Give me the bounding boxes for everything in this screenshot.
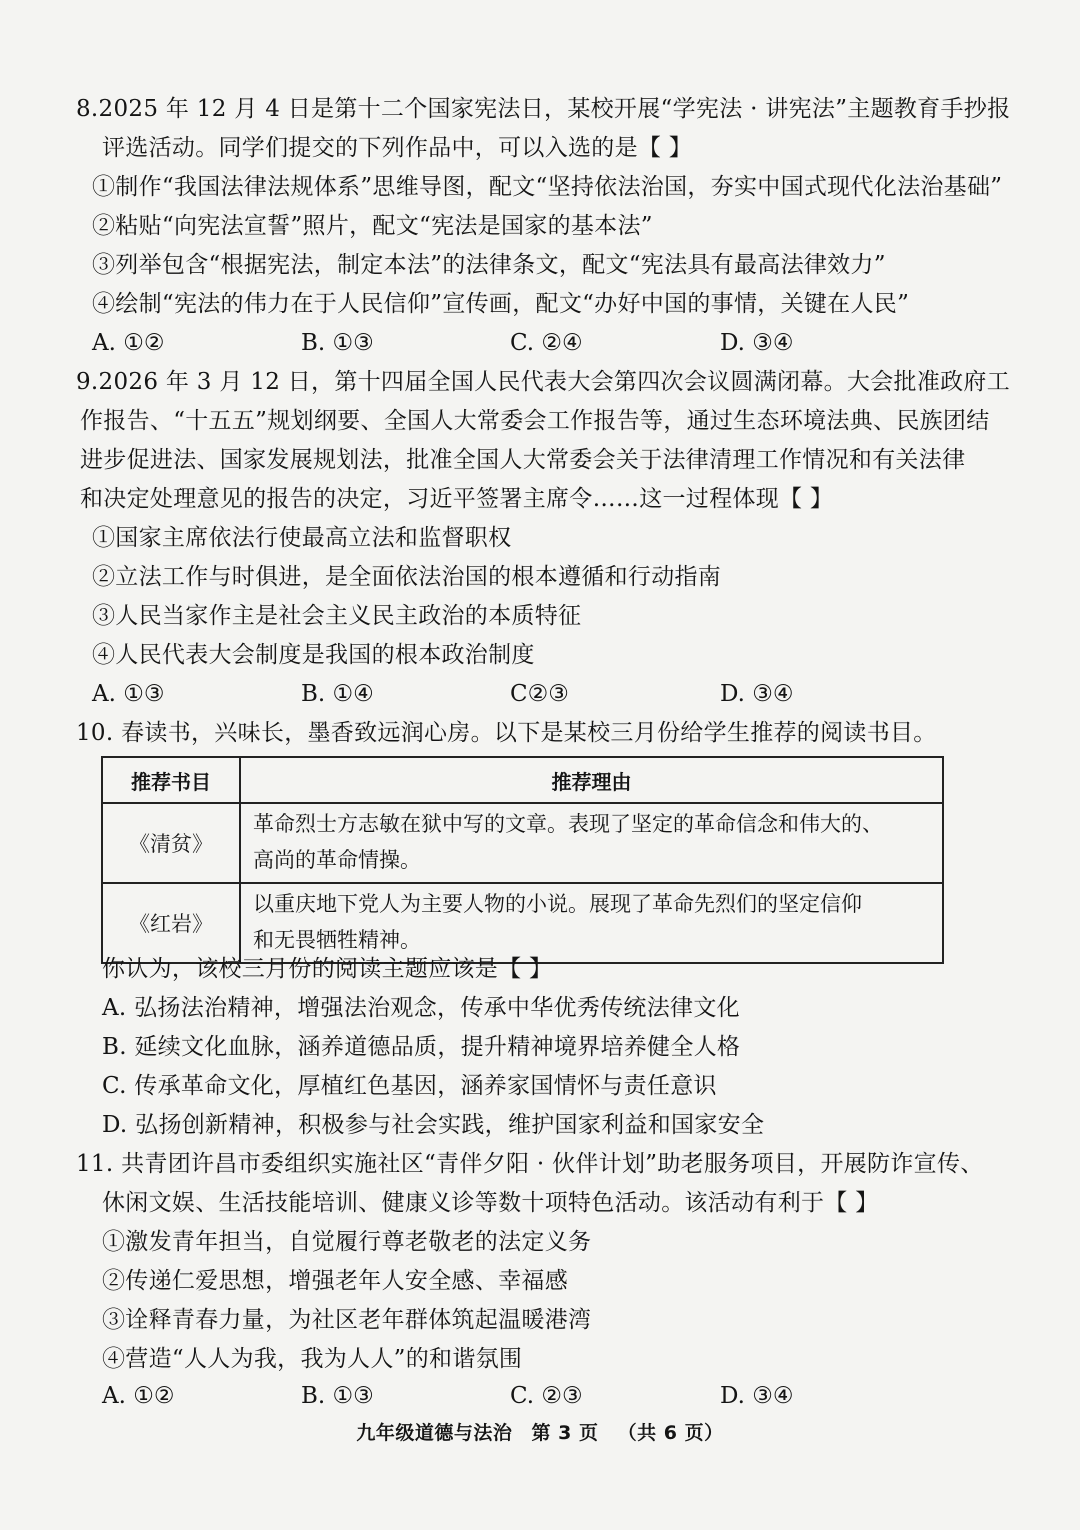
q9-stem-line3: 进步促进法、国家发展规划法，批准全国人大常委会关于法律清理工作情况和有关法律 xyxy=(80,447,966,473)
reason-line: 和无畏牺牲精神。 xyxy=(253,928,421,952)
q11-item-3: ③诠释青春力量，为社区老年群体筑起温暖港湾 xyxy=(102,1307,592,1333)
table-header-reason: 推荐理由 xyxy=(240,757,943,803)
q9-item-4: ④人民代表大会制度是我国的根本政治制度 xyxy=(92,642,535,668)
q9-item-2: ②立法工作与时俱进，是全面依法治国的根本遵循和行动指南 xyxy=(92,564,722,590)
q8-item-2: ②粘贴“向宪法宣誓”照片，配文“宪法是国家的基本法” xyxy=(92,213,653,239)
q11-option-d: D. ③④ xyxy=(720,1383,794,1409)
q8-option-b: B. ①③ xyxy=(301,330,374,356)
q11-item-2: ②传递仁爱思想，增强老年人安全感、幸福感 xyxy=(102,1268,568,1294)
q9-option-a: A. ①③ xyxy=(92,681,165,707)
footer-total-pages: （共 6 页） xyxy=(617,1422,724,1444)
q11-option-a: A. ①② xyxy=(102,1383,175,1409)
q8-option-c: C. ②④ xyxy=(510,330,583,356)
reason-line: 以重庆地下党人为主要人物的小说。展现了革命先烈们的坚定信仰 xyxy=(253,892,862,916)
q9-item-3: ③人民当家作主是社会主义民主政治的本质特征 xyxy=(92,603,582,629)
table-cell-book: 《红岩》 xyxy=(102,883,240,963)
q11-option-b: B. ①③ xyxy=(301,1383,374,1409)
q10-option-b: B. 延续文化血脉，涵养道德品质，提升精神境界培养健全人格 xyxy=(102,1034,741,1060)
q11-stem-line1: 11. 共青团许昌市委组织实施社区“青伴夕阳 · 伙伴计划”助老服务项目，开展防诈宣传、 xyxy=(76,1151,984,1177)
q10-stem-line2: 你认为，该校三月份的阅读主题应该是【 】 xyxy=(102,956,553,982)
q8-stem-line2: 评选活动。同学们提交的下列作品中，可以入选的是【 】 xyxy=(102,135,693,161)
table-header-book: 推荐书目 xyxy=(102,757,240,803)
page-footer xyxy=(0,1418,1080,1445)
reading-list-table xyxy=(101,756,944,964)
q9-stem-line1: 9.2026 年 3 月 12 日，第十四届全国人民代表大会第四次会议圆满闭幕。大会批准政府工 xyxy=(76,369,1011,395)
q9-option-b: B. ①④ xyxy=(301,681,374,707)
table-header-row xyxy=(102,757,943,803)
reason-line: 高尚的革命情操。 xyxy=(253,848,421,872)
footer-subject: 九年级道德与法治 xyxy=(356,1422,513,1444)
table-cell-reason xyxy=(240,803,943,883)
table-row xyxy=(102,883,943,963)
q8-item-1: ①制作“我国法律法规体系”思维导图，配文“坚持依法治国，夯实中国式现代化法治基础” xyxy=(92,174,1003,200)
q9-stem-line2: 作报告、“十五五”规划纲要、全国人大常委会工作报告等，通过生态环境法典、民族团结 xyxy=(80,408,990,434)
q11-item-1: ①激发青年担当，自觉履行尊老敬老的法定义务 xyxy=(102,1229,592,1255)
q8-option-d: D. ③④ xyxy=(720,330,794,356)
q10-stem-line1: 10. 春读书，兴味长，墨香致远润心房。以下是某校三月份给学生推荐的阅读书目。 xyxy=(76,720,937,746)
table-cell-reason xyxy=(240,883,943,963)
q9-stem-line4: 和决定处理意见的报告的决定，习近平签署主席令……这一过程体现【 】 xyxy=(80,486,834,512)
footer-page-number: 第 3 页 xyxy=(531,1422,599,1444)
reason-line: 革命烈士方志敏在狱中写的文章。表现了坚定的革命信念和伟大的、 xyxy=(253,812,883,836)
q9-option-d: D. ③④ xyxy=(720,681,794,707)
table-cell-book: 《清贫》 xyxy=(102,803,240,883)
q10-option-a: A. 弘扬法治精神，增强法治观念，传承中华优秀传统法律文化 xyxy=(102,995,740,1021)
q8-option-a: A. ①② xyxy=(92,330,165,356)
q11-option-c: C. ②③ xyxy=(510,1383,583,1409)
q8-stem-line1: 8.2025 年 12 月 4 日是第十二个国家宪法日，某校开展“学宪法 · 讲宪法”主题教育手抄报 xyxy=(76,96,1011,122)
q10-option-c: C. 传承革命文化，厚植红色基因，涵养家国情怀与责任意识 xyxy=(102,1073,717,1099)
q8-item-4: ④绘制“宪法的伟力在于人民信仰”宣传画，配文“办好中国的事情，关键在人民” xyxy=(92,291,910,317)
q10-option-d: D. 弘扬创新精神，积极参与社会实践，维护国家利益和国家安全 xyxy=(102,1112,765,1138)
q9-item-1: ①国家主席依法行使最高立法和监督职权 xyxy=(92,525,512,551)
q9-option-c: C②③ xyxy=(510,681,569,707)
table-row xyxy=(102,803,943,883)
q8-item-3: ③列举包含“根据宪法，制定本法”的法律条文，配文“宪法具有最高法律效力” xyxy=(92,252,886,278)
q11-item-4: ④营造“人人为我，我为人人”的和谐氛围 xyxy=(102,1346,523,1372)
q11-stem-line2: 休闲文娱、生活技能培训、健康义诊等数十项特色活动。该活动有利于【 】 xyxy=(102,1190,879,1216)
